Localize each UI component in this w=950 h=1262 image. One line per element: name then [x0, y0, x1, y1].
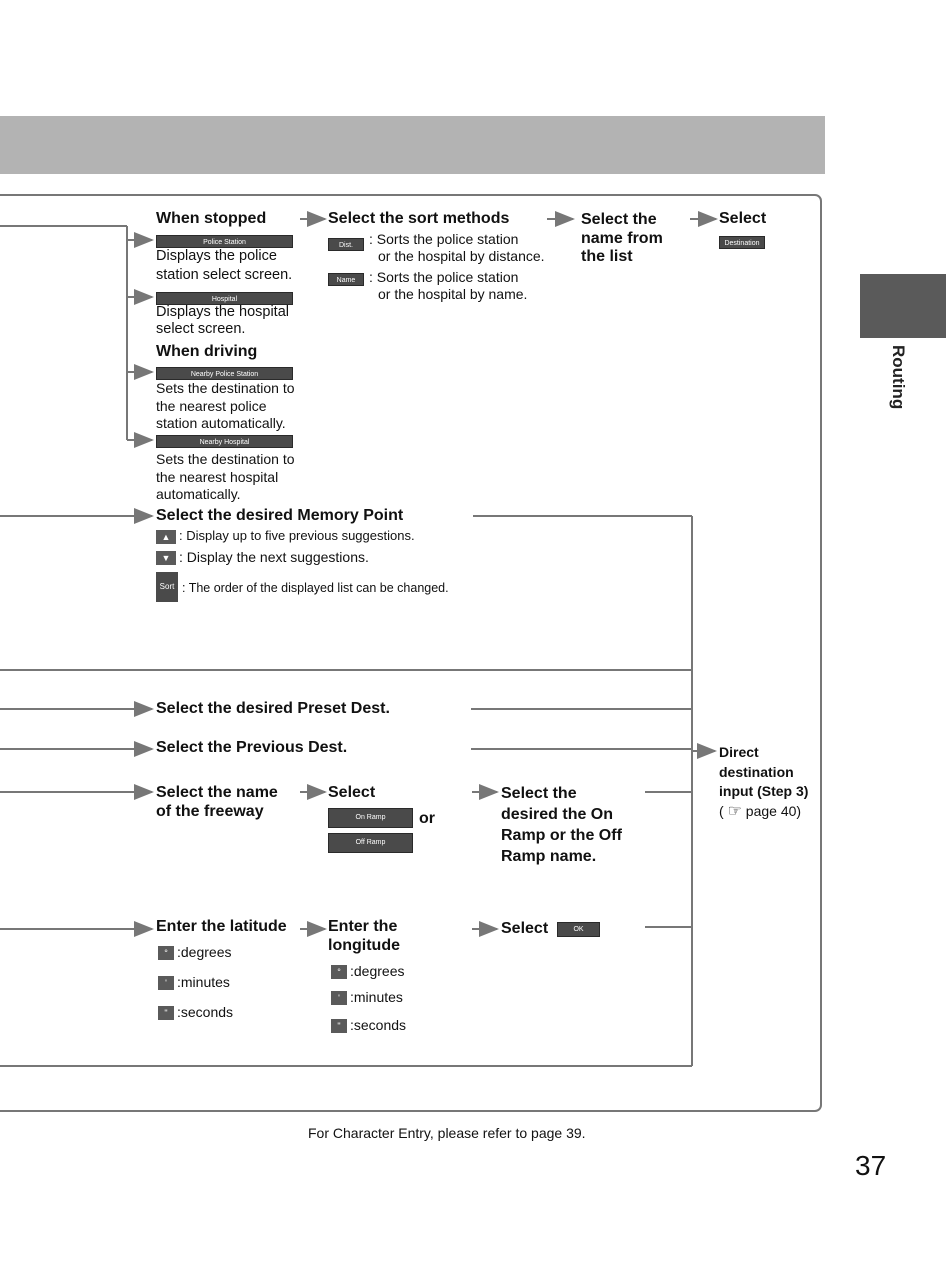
memory-down-desc: : Display the next suggestions.: [179, 549, 369, 565]
lat-degrees-label: :degrees: [177, 944, 232, 960]
lat-minutes-label: :minutes: [177, 974, 230, 990]
lat-degrees-row: [158, 944, 231, 961]
lon-minutes-label: :minutes: [350, 989, 403, 1005]
name-desc: [369, 269, 527, 303]
longitude-heading-line: Enter the: [328, 918, 398, 935]
destination-button: [719, 234, 765, 252]
nearby-hospital-desc-line: Sets the destination to: [156, 451, 295, 467]
nearby-police-desc-line: station automatically.: [156, 415, 286, 431]
ok-button: [557, 921, 600, 939]
when-driving-heading: When driving: [156, 343, 258, 360]
arrow-up-icon: ▲: [156, 530, 176, 544]
nearby-hospital-desc-line: the nearest hospital: [156, 468, 279, 485]
page-ref: [719, 802, 808, 822]
latitude-heading: Enter the latitude: [156, 918, 287, 935]
ramp-name-line: Ramp or the Off: [501, 827, 622, 844]
police-desc-line: station select screen.: [156, 267, 293, 283]
direct-destination-line: destination: [719, 763, 794, 780]
freeway-heading-line: Select the name: [156, 784, 278, 801]
lat-minutes-row: [158, 974, 230, 991]
freeway-heading: [156, 783, 278, 821]
degree-key-icon: °: [158, 946, 174, 960]
nearby-hospital-button: [156, 433, 293, 451]
destination-button-label: Destination: [719, 236, 765, 249]
dist-button: [328, 236, 364, 254]
lat-seconds-label: :seconds: [177, 1004, 234, 1020]
sort-methods-heading: Select the sort methods: [328, 210, 510, 227]
second-key-icon: ": [331, 1019, 347, 1033]
freeway-select-heading: Select: [328, 784, 376, 801]
lon-degrees-label: :degrees: [350, 963, 405, 979]
name-from-list-line: name from: [581, 229, 663, 247]
hospital-desc-line: Displays the hospital: [156, 304, 289, 320]
direct-destination-line: input (Step 3): [719, 783, 809, 799]
section-label: Routing: [889, 345, 908, 410]
second-key-icon: ": [158, 1006, 174, 1020]
nearby-police-desc-line: the nearest police: [156, 397, 267, 414]
pointing-hand-icon: ☞: [727, 802, 742, 820]
longitude-heading-line: longitude: [328, 937, 400, 954]
name-desc-line: or the hospital by name.: [378, 286, 528, 302]
police-desc-line: Displays the police: [156, 248, 277, 264]
dist-desc-line: : Sorts the police station: [369, 231, 519, 247]
or-text: or: [419, 810, 435, 827]
dist-desc: [369, 231, 545, 265]
name-desc-line: : Sorts the police station: [369, 269, 519, 285]
ramp-name-heading: [501, 783, 622, 867]
name-button-label: Name: [328, 273, 364, 286]
preset-dest-heading: Select the desired Preset Dest.: [156, 700, 390, 717]
previous-dest-heading: Select the Previous Dest.: [156, 739, 348, 756]
longitude-heading: [328, 917, 400, 955]
lon-seconds-row: [331, 1017, 406, 1034]
direct-destination-line: Direct: [719, 744, 759, 760]
page-ref-open: (: [719, 802, 724, 819]
name-from-list-line: Select the: [581, 211, 657, 228]
coords-select-heading: Select: [501, 920, 549, 937]
hospital-desc-line: select screen.: [156, 321, 246, 337]
name-button: [328, 271, 364, 289]
when-stopped-heading: When stopped: [156, 210, 267, 227]
nearby-hospital-desc-line: automatically.: [156, 486, 241, 502]
ramp-name-line: Select the: [501, 785, 577, 802]
memory-sort-desc: : The order of the displayed list can be changed.: [182, 581, 449, 595]
on-ramp-button: [328, 808, 413, 828]
name-from-list-line: the list: [581, 248, 633, 265]
nearby-hospital-button-label: Nearby Hospital: [156, 435, 293, 448]
direct-destination-note: [719, 743, 808, 821]
minute-key-icon: ': [331, 991, 347, 1005]
footer-note: For Character Entry, please refer to page 39.: [308, 1125, 586, 1141]
off-ramp-button: [328, 833, 413, 853]
memory-up-desc: : Display up to five previous suggestions.: [179, 528, 415, 543]
hospital-button-label: Hospital: [156, 292, 293, 305]
nearby-police-desc: [156, 380, 295, 433]
dist-desc-line: or the hospital by distance.: [378, 248, 545, 264]
dist-button-label: Dist.: [328, 238, 364, 251]
lon-degrees-row: [331, 963, 404, 980]
nearby-hospital-desc: [156, 451, 295, 504]
ok-button-label: OK: [557, 922, 600, 937]
name-from-list-heading: [581, 211, 663, 267]
degree-key-icon: °: [331, 965, 347, 979]
hospital-desc: [156, 304, 289, 338]
memory-point-heading: Select the desired Memory Point: [156, 507, 404, 524]
memory-down-row: [156, 549, 369, 566]
ramp-name-line: desired the On: [501, 806, 614, 823]
freeway-heading-line: of the freeway: [156, 803, 264, 820]
on-ramp-button-label: On Ramp: [328, 808, 413, 828]
sort-button: Sort: [156, 572, 178, 602]
nearby-police-desc-line: Sets the destination to: [156, 380, 295, 396]
lat-seconds-row: [158, 1004, 233, 1021]
page-ref-text: page 40): [745, 802, 802, 819]
police-desc: [156, 247, 292, 285]
ramp-name-line: Ramp name.: [501, 848, 597, 865]
page-number: 37: [855, 1150, 887, 1181]
lon-seconds-label: :seconds: [350, 1017, 407, 1033]
memory-up-row: [156, 528, 415, 544]
arrow-down-icon: ▼: [156, 551, 176, 565]
select-destination-heading: Select: [719, 210, 767, 227]
minute-key-icon: ': [158, 976, 174, 990]
off-ramp-button-label: Off Ramp: [328, 833, 413, 853]
lon-minutes-row: [331, 989, 403, 1006]
police-station-button-label: Police Station: [156, 235, 293, 248]
nearby-police-button-label: Nearby Police Station: [156, 367, 293, 380]
